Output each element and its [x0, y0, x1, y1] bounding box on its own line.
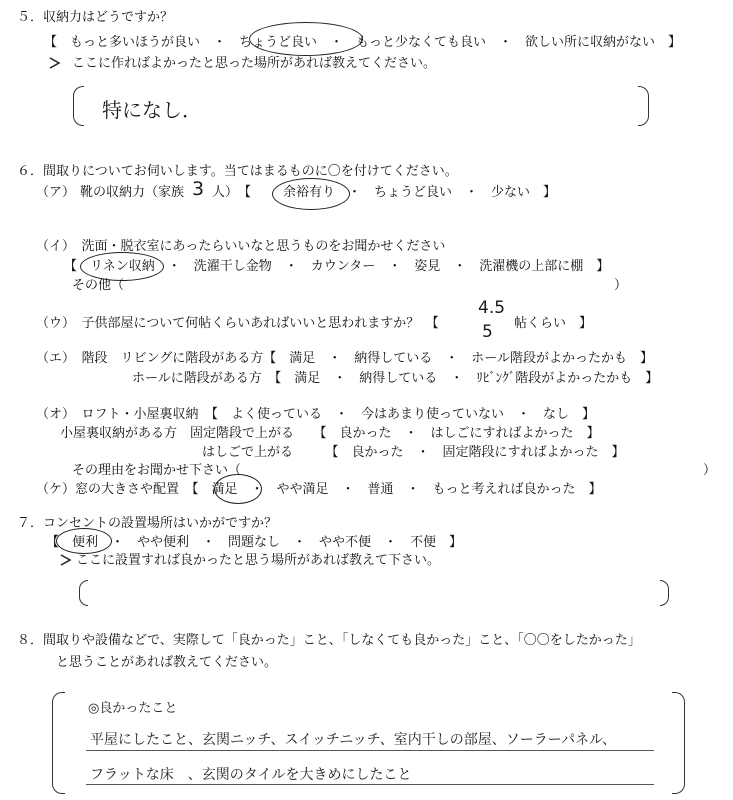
q7-answer-bracket-left [79, 580, 88, 606]
q6-i-other-label: その他（ [72, 278, 125, 293]
q6-o-line3: はしごで上がる 【 良かった ・ 固定階段にすればよかった 】 [202, 445, 625, 460]
q8-answer-line1: 平屋にしたこと、玄関ニッチ、スイッチニッチ、室内干しの部屋、ソーラーパネル、 [90, 732, 616, 748]
q8-line2: と思うことがあれば教えてください。 [56, 655, 278, 670]
q7-prompt: ここに設置すれば良かったと思う場所があれば教えて下さい。 [76, 553, 441, 568]
q6-e-line2: ホールに階段がある方 【 満足 ・ 納得している ・ ﾘﾋﾞﾝｸﾞ階段がよかったかも 】 [132, 371, 659, 386]
q6-o-line2: 小屋裏収納がある方 固定階段で上がる 【 良かった ・ はしごにすればよかった 】 [60, 426, 600, 441]
q6-ke-text: （ケ）窓の大きさや配置 【 満足 ・ やや満足 ・ 普通 ・ もっと考えれば良かった 】 [36, 482, 602, 497]
q8-line1: ８．間取りや設備などで、実際して「良かった」こと、「しなくても良かった」こと、「〇〇をしたかった」 [17, 633, 641, 648]
q6-u-text: （ウ） 子供部屋について何帖くらいあればいいと思われますか？ 【 [36, 316, 439, 331]
q6-o-reason-end: ） [703, 463, 717, 478]
q6-title: ６．間取りについてお伺いします。当てはまるものに〇を付けてください。 [17, 164, 458, 179]
q6-i-selected-circle [80, 252, 164, 281]
q6-a-family-count: 3 [192, 178, 205, 200]
q6-a-text: 靴の収納力（家族 [80, 185, 185, 200]
q6-i-options: 【 リネン収納 ・ 洗濯干し金物 ・ カウンター ・ 姿見 ・ 洗濯機の上部に棚 】 [64, 259, 610, 274]
q7-title: ７．コンセントの設置場所はいかがですか？ [17, 516, 278, 531]
q5-prompt: ここに作ればよかったと思った場所があれば教えてください。 [72, 56, 437, 71]
q5-arrow-icon [48, 56, 62, 70]
q7-answer-bracket-right [660, 580, 669, 606]
q6-i-other-end: ） [614, 278, 628, 293]
q8-answer-line2: フラットな床 、玄関のタイルを大きめにしたこと [90, 767, 412, 783]
q6-ke-selected-circle [214, 474, 262, 504]
q6-u-answer-bottom: 5 [482, 322, 493, 342]
q7-arrow-icon [58, 553, 76, 567]
q6-o-line1: （オ） ロフト・小屋裏収納 【 よく使っている ・ 今はあまり使っていない ・ なし 】 [36, 407, 596, 422]
q5-options: 【 もっと多いほうが良い ・ ちょうど良い ・ もっと少なくても良い ・ 欲しい所に収納がない 】 [44, 35, 682, 50]
q6-a-label: （ア） [36, 185, 76, 200]
q6-e-line1: （エ） 階段 リビングに階段がある方【 満足 ・ 納得している ・ ホール階段がよかったかも 】 [36, 351, 653, 366]
q8-answer-underline-2 [86, 784, 654, 785]
q8-answer-bracket-left [52, 692, 65, 794]
q6-a-selected-circle [272, 178, 350, 210]
q7-selected-circle [56, 528, 112, 554]
q5-handwritten-answer: 特になし． [102, 98, 202, 122]
q5-answer-bracket-right [638, 86, 649, 126]
q7-options: 【 便利 ・ やや便利 ・ 問題なし ・ やや不便 ・ 不便 】 [46, 535, 463, 550]
q6-u-unit: 帖くらい 】 [514, 316, 593, 331]
q6-i-line1: （イ） 洗面・脱衣室にあったらいいなと思うものをお聞かせください [36, 239, 446, 254]
q8-answer-bracket-right [672, 692, 685, 794]
q6-u-answer-top: 4.5 [478, 298, 506, 318]
q8-answer-underline-1 [86, 750, 654, 751]
q6-a-text-after: 人） 【 [212, 185, 252, 200]
q6-a-options: 余裕有り ・ ちょうど良い ・ 少ない 】 [283, 185, 557, 200]
q6-o-reason-label: その理由をお聞かせ下さい（ [72, 463, 242, 478]
q8-answer-heading: ◎良かったこと [88, 701, 178, 716]
q5-answer-bracket-left [73, 86, 84, 126]
q5-title: ５．収納力はどうですか？ [17, 10, 174, 25]
q5-selected-circle [249, 22, 363, 56]
